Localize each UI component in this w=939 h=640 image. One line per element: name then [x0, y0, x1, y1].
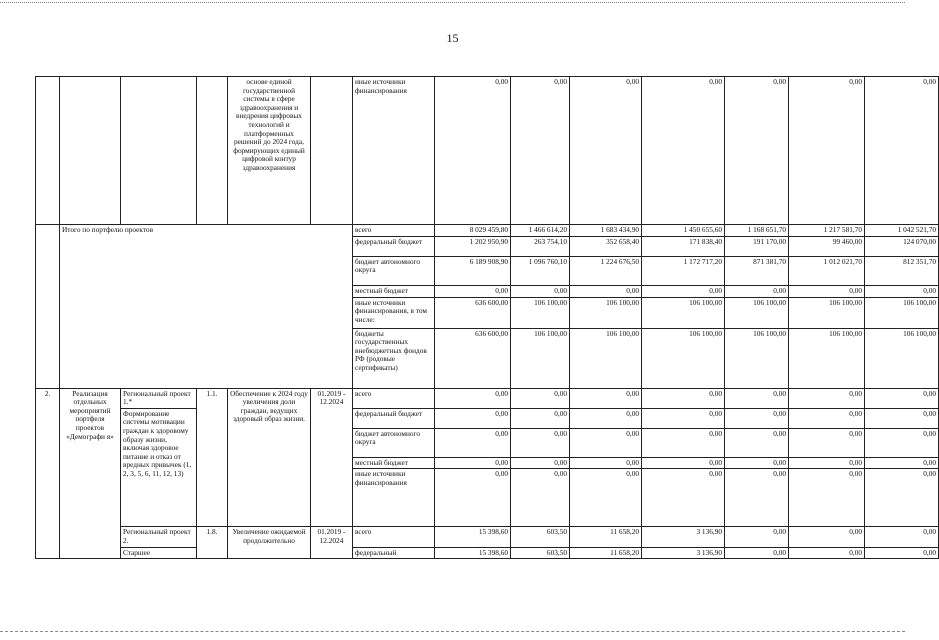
cell-value: 0,00 — [435, 408, 511, 428]
cell-source: федеральный бюджет — [353, 408, 435, 428]
cell-value: 812 351,70 — [865, 256, 939, 285]
cell-value: 0,00 — [789, 77, 865, 225]
cell-source: всего — [353, 388, 435, 408]
cell-value: 0,00 — [511, 408, 570, 428]
cell-value: 871 381,70 — [725, 256, 789, 285]
cell-value: 1 012 021,70 — [789, 256, 865, 285]
scan-bottom-edge — [0, 631, 905, 632]
cell-value: 0,00 — [570, 77, 642, 225]
cell-value: 0,00 — [865, 388, 939, 408]
cell-value: 0,00 — [865, 527, 939, 547]
cell-value: 0,00 — [570, 388, 642, 408]
cell-value: 0,00 — [725, 285, 789, 297]
cell-value: 0,00 — [511, 285, 570, 297]
table-row — [36, 408, 939, 428]
cell-value: 1 224 676,50 — [570, 256, 642, 285]
cell-value: 0,00 — [511, 77, 570, 225]
cell-value: 0,00 — [642, 408, 725, 428]
cell-value: 0,00 — [789, 527, 865, 547]
section-name: Реализация отдельных мероприятий портфеля проектов «Демографи я» — [60, 388, 121, 559]
cell-value: 171 838,40 — [642, 236, 725, 256]
page-number: 15 — [446, 31, 459, 45]
cell-value: 263 754,10 — [511, 236, 570, 256]
cell-value: 0,00 — [435, 388, 511, 408]
cell-source: всего — [353, 527, 435, 547]
cell-value: 0,00 — [435, 457, 511, 469]
cell-period — [311, 77, 353, 225]
cell-value: 1 042 521,70 — [865, 225, 939, 237]
cell-value: 0,00 — [435, 285, 511, 297]
section-number: 2. — [36, 388, 60, 559]
project2-result: Увеличение ожидаемой продолжительно — [228, 527, 311, 559]
cell-source: иные источники финансирования, в том числе: — [353, 297, 435, 328]
cell-source: местный бюджет — [353, 457, 435, 469]
cell-value: 106 100,00 — [865, 328, 939, 388]
portfolio-total-label: Итого по портфелю проектов — [60, 225, 353, 389]
cell-value: 1 202 950,90 — [435, 236, 511, 256]
cell-value: 106 100,00 — [725, 297, 789, 328]
cell-value: 15 398,60 — [435, 527, 511, 547]
cell-value: 0,00 — [865, 547, 939, 559]
cell-value: 106 100,00 — [642, 297, 725, 328]
cell-value: 1 683 434,90 — [570, 225, 642, 237]
scan-top-edge — [0, 2, 905, 3]
cell-source: бюджет автономного округа — [353, 256, 435, 285]
cell-value: 0,00 — [642, 388, 725, 408]
cell-value: 106 100,00 — [642, 328, 725, 388]
cell-result: основе единой государственной системы в сфере здравоохранения и внедрения цифровых технологий и платформенных решений до 2024 года, формирующих единый цифровой контур здравоохранения — [228, 77, 311, 225]
cell-source: всего — [353, 225, 435, 237]
cell-value: 1 450 655,60 — [642, 225, 725, 237]
cell-name — [60, 77, 121, 225]
cell-code — [197, 77, 228, 225]
cell-value: 636 600,00 — [435, 297, 511, 328]
cell-value: 0,00 — [865, 428, 939, 457]
cell-value: 106 100,00 — [511, 297, 570, 328]
cell-value: 0,00 — [435, 77, 511, 225]
cell-value: 1 096 760,10 — [511, 256, 570, 285]
cell-value: 0,00 — [570, 428, 642, 457]
cell-source: местный бюджет — [353, 285, 435, 297]
cell-value: 0,00 — [789, 457, 865, 469]
cell-value: 0,00 — [570, 469, 642, 527]
cell-value: 0,00 — [865, 457, 939, 469]
cell-value: 106 100,00 — [570, 328, 642, 388]
cell-value: 636 600,00 — [435, 328, 511, 388]
cell-value: 0,00 — [725, 527, 789, 547]
budget-table — [35, 76, 939, 559]
project1-result: Обеспечение к 2024 году увеличения доли граждан, ведущих здоровый образ жизни. — [228, 388, 311, 527]
cell-value: 0,00 — [789, 428, 865, 457]
project2-code: 1.8. — [197, 527, 228, 559]
cell-value: 0,00 — [570, 408, 642, 428]
cell-value: 1 466 614,20 — [511, 225, 570, 237]
cell-value: 0,00 — [789, 285, 865, 297]
cell-value: 0,00 — [725, 77, 789, 225]
cell-number — [36, 77, 60, 225]
cell-value: 11 658,20 — [570, 527, 642, 547]
cell-value: 0,00 — [725, 388, 789, 408]
cell-value: 0,00 — [511, 457, 570, 469]
cell-value: 603,50 — [511, 547, 570, 559]
cell-value: 0,00 — [642, 428, 725, 457]
cell-source: федеральный бюджет — [353, 236, 435, 256]
project1-code: 1.1. — [197, 388, 228, 527]
cell-value: 1 217 581,70 — [789, 225, 865, 237]
cell-source: федеральный — [353, 547, 435, 559]
cell-value: 0,00 — [865, 469, 939, 527]
cell-value: 0,00 — [725, 457, 789, 469]
cell-value: 0,00 — [789, 469, 865, 527]
cell-value: 11 658,20 — [570, 547, 642, 559]
cell-value: 0,00 — [435, 469, 511, 527]
table-row — [36, 388, 939, 408]
table-row — [36, 527, 939, 547]
cell-value: 0,00 — [789, 388, 865, 408]
project1-name: Формирование системы мотивации граждан к здоровому образу жизни, включая здоровое питание и отказ от вредных привычек (1, 2, 3, 5, 6, 11, 12, 13) — [121, 408, 197, 527]
cell-value: 1 172 717,20 — [642, 256, 725, 285]
cell-value: 0,00 — [642, 469, 725, 527]
cell-value: 106 100,00 — [725, 328, 789, 388]
cell-value: 106 100,00 — [511, 328, 570, 388]
cell-value: 8 029 459,80 — [435, 225, 511, 237]
cell-value: 0,00 — [725, 547, 789, 559]
cell-value: 0,00 — [642, 457, 725, 469]
cell-value: 106 100,00 — [865, 297, 939, 328]
project2-label: Региональный проект 2. — [121, 527, 197, 547]
cell-value: 191 170,00 — [725, 236, 789, 256]
cell-value: 106 100,00 — [789, 328, 865, 388]
cell-value: 0,00 — [511, 388, 570, 408]
table-row — [36, 77, 939, 225]
project1-period: 01.2019 - 12.2024 — [311, 388, 353, 527]
cell-value: 124 070,00 — [865, 236, 939, 256]
cell-value: 1 168 651,70 — [725, 225, 789, 237]
cell-value: 0,00 — [642, 77, 725, 225]
cell-value: 0,00 — [435, 428, 511, 457]
cell-value: 0,00 — [511, 469, 570, 527]
cell-value: 3 136,90 — [642, 547, 725, 559]
cell-value: 0,00 — [865, 408, 939, 428]
cell-value: 15 398,60 — [435, 547, 511, 559]
cell-source: бюджет автономного округа — [353, 428, 435, 457]
cell-source: бюджеты государственных внебюджетных фондов РФ (родовые сертификаты) — [353, 328, 435, 388]
cell-value: 106 100,00 — [570, 297, 642, 328]
cell-value: 0,00 — [642, 285, 725, 297]
cell-value: 0,00 — [725, 469, 789, 527]
cell-project — [121, 77, 197, 225]
cell-value: 0,00 — [570, 285, 642, 297]
table-row — [36, 547, 939, 559]
cell-source: иные источники финансирования — [353, 77, 435, 225]
cell-number — [36, 225, 60, 389]
table-row — [36, 225, 939, 237]
cell-value: 3 136,90 — [642, 527, 725, 547]
cell-value: 0,00 — [865, 77, 939, 225]
project2-name: Старшее — [121, 547, 197, 559]
cell-value: 106 100,00 — [789, 297, 865, 328]
cell-value: 6 189 908,90 — [435, 256, 511, 285]
cell-value: 603,50 — [511, 527, 570, 547]
cell-value: 0,00 — [789, 408, 865, 428]
cell-value: 99 460,00 — [789, 236, 865, 256]
cell-value: 0,00 — [570, 457, 642, 469]
cell-value: 0,00 — [865, 285, 939, 297]
cell-value: 0,00 — [725, 408, 789, 428]
cell-value: 0,00 — [511, 428, 570, 457]
project2-period: 01.2019 - 12.2024 — [311, 527, 353, 559]
cell-value: 0,00 — [725, 428, 789, 457]
cell-value: 0,00 — [789, 547, 865, 559]
cell-source: иные источники финансирования — [353, 469, 435, 527]
project1-label: Региональный проект 1.* — [121, 388, 197, 408]
cell-value: 352 658,40 — [570, 236, 642, 256]
